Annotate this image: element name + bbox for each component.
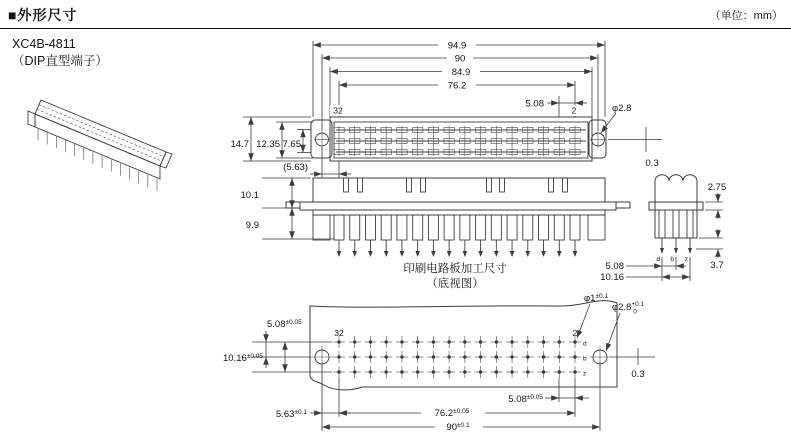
iso-right-end — [160, 152, 172, 168]
front-view — [241, 178, 631, 257]
top-view — [231, 40, 663, 179]
dim-row-pitch: 5.08 — [605, 261, 624, 272]
side-top-profile — [655, 175, 697, 210]
pcb-board-outline — [310, 301, 617, 390]
dim-mount-hole-span: 90 — [454, 53, 466, 65]
front-right-tab — [616, 202, 630, 208]
iso-pins — [38, 129, 157, 192]
dim-inner-depth: 12.35 — [256, 139, 280, 150]
dim-mount-hole-dia-pcb: $\varphi 2.8^{+0.1}$ 0 — [612, 301, 645, 316]
product-terminal-type: （DIP直型端子） — [12, 54, 108, 68]
unit-note: （单位：mm） — [709, 10, 783, 22]
dim-pitch: $5.08^{\pm 0.05}$ — [508, 394, 543, 405]
dim-hole-pitch: $5.08^{\pm 0.05}$ — [267, 319, 302, 330]
polarizing-slots — [344, 178, 568, 192]
dim-pin-hole-dia: $\varphi 1^{\pm 0.1}$ — [584, 293, 609, 304]
dim-mount-hole-dia: φ2.8 — [612, 103, 632, 114]
dim-hole-to-pin-ref: (5.63) — [283, 162, 308, 173]
side-view — [600, 175, 726, 283]
row-label-d: d — [656, 256, 660, 263]
pcb-title: 印刷电路板加工尺寸 — [403, 263, 507, 275]
front-housing — [313, 178, 605, 202]
pin-number-first: 32 — [333, 105, 343, 116]
dim-pin-span: $76.2^{\pm 0.05}$ — [434, 408, 470, 419]
dim-polarize-height: 2.75 — [707, 182, 727, 193]
front-left-block — [313, 215, 330, 240]
pcb-hole-grid — [333, 336, 581, 378]
dim-terminal-length: 9.9 — [245, 220, 259, 231]
dim-row-span: 10.16 — [600, 272, 624, 283]
dim-pin-row-span: 76.2 — [447, 80, 467, 92]
dim-pitch: 5.08 — [525, 98, 544, 110]
dim-contact-row-span: 7.65 — [282, 139, 301, 150]
pcb-dim-center-offset: 0.3 — [631, 369, 645, 380]
iso-top-face — [35, 100, 166, 166]
side-terminals — [659, 210, 693, 254]
pcb-pin-last: 2 — [572, 328, 578, 338]
dim-mount-span: $90^{\pm 0.1}$ — [446, 422, 470, 433]
side-flange — [649, 202, 703, 210]
pcb-row-label-b: b — [583, 355, 587, 363]
front-right-block — [588, 215, 605, 240]
pcb-row-label-d: d — [583, 340, 587, 348]
pcb-subtitle: （底视图） — [426, 278, 484, 290]
pcb-pin-first: 32 — [334, 328, 344, 338]
front-flange — [300, 202, 616, 210]
pin-number-last: 2 — [571, 105, 577, 116]
row-label-b: b — [670, 256, 674, 263]
dim-tip-length: 3.7 — [710, 260, 724, 271]
isometric-product-sketch — [28, 100, 172, 191]
front-left-tab — [286, 202, 300, 208]
dim-overall-width: 94.9 — [447, 40, 467, 52]
dim-overall-depth: 14.7 — [230, 139, 249, 150]
section-title: ■外形尺寸 — [8, 7, 78, 23]
dim-hole-row-span: $10.16^{\pm 0.05}$ — [223, 353, 263, 364]
iso-contact-row — [39, 105, 164, 157]
pcb-view — [223, 261, 655, 433]
front-terminals — [334, 215, 580, 257]
row-label-z: z — [684, 256, 688, 263]
side-body — [655, 210, 697, 238]
dim-center-offset: 0.3 — [645, 158, 659, 169]
front-base-band — [313, 210, 605, 215]
dim-housing-height: 10.1 — [240, 190, 259, 201]
product-model: XC4B-4811 — [12, 37, 76, 51]
dim-body-width: 84.9 — [451, 67, 471, 78]
dim-mount-to-pin: $5.63^{\pm 0.1}$ — [275, 409, 307, 420]
pcb-row-label-z: z — [583, 370, 587, 378]
iso-left-end — [28, 111, 35, 127]
